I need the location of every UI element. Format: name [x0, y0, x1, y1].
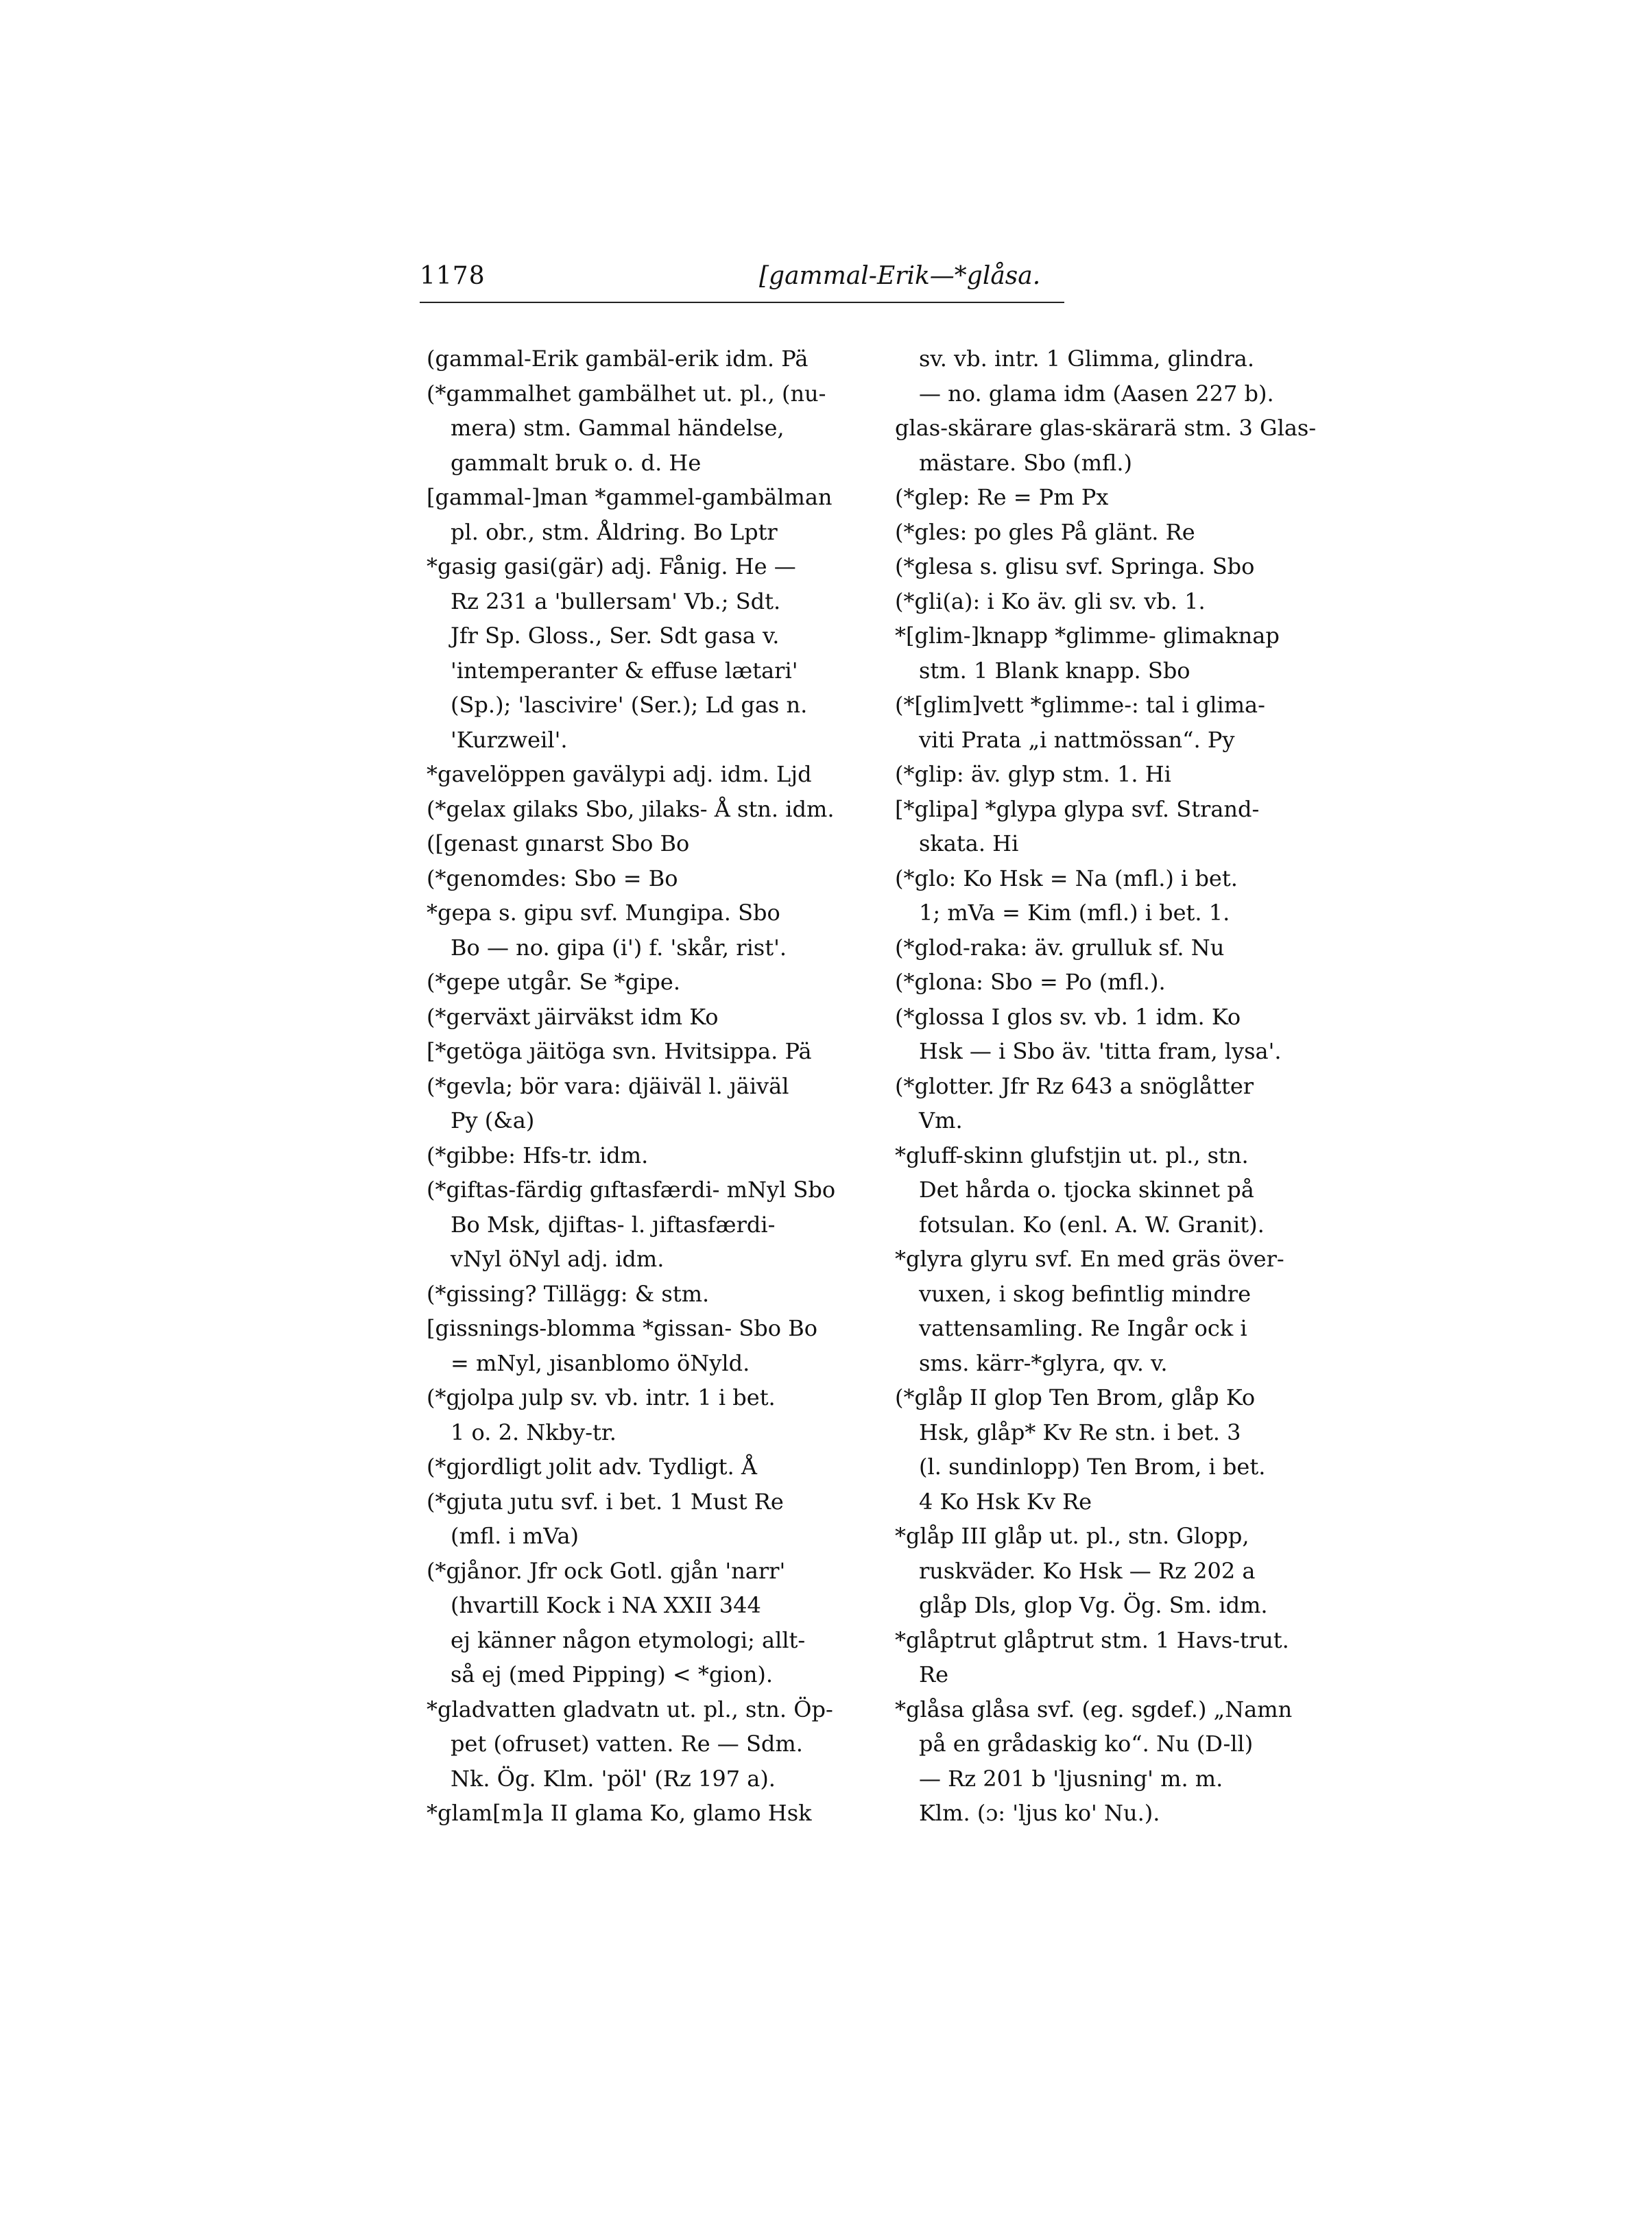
dictionary-line: (*gerväxt ȷäirväkst idm Ko: [427, 1003, 719, 1030]
dictionary-line: (l. sundinlopp) Ten Brom, i bet.: [919, 1454, 1266, 1480]
dictionary-line: ej känner någon etymologi; allt-: [451, 1626, 806, 1653]
dictionary-line: 4 Ko Hsk Kv Re: [919, 1488, 1092, 1515]
dictionary-line: Vm.: [919, 1107, 963, 1133]
dictionary-line: (*glip: äv. glyp stm. 1. Hi: [895, 761, 1171, 787]
dictionary-line: Klm. (ɔ: 'ljus ko' Nu.).: [919, 1800, 1160, 1826]
dictionary-line: vattensamling. Re Ingår ock i: [919, 1315, 1247, 1341]
dictionary-line: (*gevla; bör vara: djäiväl l. ȷäiväl: [427, 1072, 789, 1099]
dictionary-line: Re: [919, 1661, 949, 1687]
dictionary-line: pl. obr., stm. Åldring. Bo Lptr: [451, 518, 778, 545]
dictionary-line: — Rz 201 b 'ljusning' m. m.: [919, 1765, 1223, 1792]
page-number: 1178: [420, 262, 486, 290]
dictionary-line: (*gjånor. Jfr ock Gotl. gjån 'narr': [427, 1557, 786, 1584]
dictionary-line: Det hårda o. tjocka skinnet på: [919, 1177, 1254, 1203]
dictionary-line: 'intemperanter & effuse lætari': [451, 657, 798, 684]
dictionary-line: 'Kurzweil'.: [451, 726, 568, 753]
dictionary-line: *gluff-skinn glufstjin ut. pl., stn.: [895, 1142, 1249, 1168]
dictionary-line: (*gelax gilaks Sbo, ȷilaks- Å stn. idm.: [427, 795, 835, 822]
dictionary-line: (*glep: Re = Pm Px: [895, 484, 1109, 510]
dictionary-line: fotsulan. Ko (enl. A. W. Granit).: [919, 1211, 1265, 1238]
dictionary-line: så ej (med Pipping) < *gion).: [451, 1661, 774, 1687]
dictionary-line: ruskväder. Ko Hsk — Rz 202 a: [919, 1557, 1256, 1584]
dictionary-line: (*glåp II glop Ten Brom, glåp Ko: [895, 1384, 1256, 1410]
dictionary-line: [gissnings-blomma *gissan- Sbo Bo: [427, 1315, 817, 1341]
dictionary-line: (*glo: Ko Hsk = Na (mfl.) i bet.: [895, 865, 1238, 891]
dictionary-line: Nk. Ög. Klm. 'pöl' (Rz 197 a).: [451, 1765, 776, 1792]
dictionary-line: Rz 231 a 'bullersam' Vb.; Sdt.: [451, 588, 781, 614]
dictionary-line: *[glim-]knapp *glimme- glimaknap: [895, 623, 1280, 649]
dictionary-line: (*gammalhet gambälhet ut. pl., (nu-: [427, 380, 826, 407]
dictionary-line: (*gjuta ȷutu svf. i bet. 1 Must Re: [427, 1488, 784, 1515]
dictionary-line: [*getöga ȷäitöga svn. Hvitsippa. Pä: [427, 1038, 812, 1064]
page-header: [420, 262, 1064, 298]
dictionary-line: Hsk, glåp* Kv Re stn. i bet. 3: [919, 1419, 1241, 1445]
dictionary-line: (*gli(a): i Ko äv. gli sv. vb. 1.: [895, 588, 1206, 614]
dictionary-line: *glam[m]a II glama Ko, glamo Hsk: [427, 1800, 812, 1826]
dictionary-line: Jfr Sp. Gloss., Ser. Sdt gasa v.: [451, 623, 780, 649]
dictionary-line: Hsk — i Sbo äv. 'titta fram, lysa'.: [919, 1038, 1282, 1064]
dictionary-line: [*glipa] *glypa glypa svf. Strand-: [895, 795, 1260, 822]
dictionary-line: (*giftas-färdig gıftasfærdi- mNyl Sbo: [427, 1177, 836, 1203]
dictionary-line: på en grådaskig ko“. Nu (D-ll): [919, 1731, 1254, 1757]
dictionary-line: 1 o. 2. Nkby-tr.: [451, 1419, 616, 1445]
dictionary-line: glas-skärare glas-skärarä stm. 3 Glas-: [895, 415, 1317, 441]
dictionary-line: skata. Hi: [919, 830, 1019, 856]
dictionary-line: = mNyl, ȷisanblomo öNyld.: [451, 1349, 750, 1376]
dictionary-line: (hvartill Kock i NA XXII 344: [451, 1592, 761, 1618]
dictionary-line: — no. glama idm (Aasen 227 b).: [919, 380, 1274, 407]
dictionary-line: *glåp III glåp ut. pl., stn. Glopp,: [895, 1523, 1249, 1549]
dictionary-line: (*glod-raka: äv. grulluk sf. Nu: [895, 934, 1225, 961]
running-head: [gammal-Erik—*glåsa.: [759, 262, 1041, 290]
dictionary-line: stm. 1 Blank knapp. Sbo: [919, 657, 1190, 684]
dictionary-line: (gammal-Erik gambäl-erik idm. Pä: [427, 346, 809, 372]
dictionary-line: Bo Msk, djiftas- l. ȷiftasfærdi-: [451, 1211, 776, 1238]
dictionary-line: *gepa s. gipu svf. Mungipa. Sbo: [427, 900, 780, 926]
dictionary-line: viti Prata „i nattmössan“. Py: [919, 726, 1235, 753]
dictionary-line: *gavelöppen gavälypi adj. idm. Ljd: [427, 761, 812, 787]
dictionary-line: mera) stm. Gammal händelse,: [451, 415, 785, 441]
dictionary-line: sms. kärr-*glyra, qv. v.: [919, 1349, 1168, 1376]
dictionary-line: sv. vb. intr. 1 Glimma, glindra.: [919, 346, 1255, 372]
dictionary-line: (mfl. i mVa): [451, 1523, 579, 1549]
dictionary-line: [gammal-]man *gammel-gambälman: [427, 484, 833, 510]
dictionary-line: (*glona: Sbo = Po (mfl.).: [895, 969, 1166, 995]
dictionary-line: Bo — no. gipa (i') f. 'skår, rist'.: [451, 934, 787, 961]
dictionary-line: *gasig gasi(gär) adj. Fånig. He —: [427, 553, 796, 579]
dictionary-line: mästare. Sbo (mfl.): [919, 449, 1133, 476]
dictionary-line: *glåsa glåsa svf. (eg. sgdef.) „Namn: [895, 1696, 1293, 1722]
dictionary-line: (*genomdes: Sbo = Bo: [427, 865, 678, 891]
dictionary-line: vNyl öNyl adj. idm.: [451, 1246, 665, 1272]
dictionary-line: Py (&a): [451, 1107, 535, 1133]
dictionary-line: (*glesa s. glisu svf. Springa. Sbo: [895, 553, 1255, 579]
dictionary-line: (*gepe utgår. Se *gipe.: [427, 969, 680, 995]
dictionary-line: (*gissing? Tillägg: & stm.: [427, 1280, 710, 1307]
dictionary-line: (*gibbe: Hfs-tr. idm.: [427, 1142, 649, 1168]
dictionary-line: (*gles: po gles På glänt. Re: [895, 518, 1195, 545]
dictionary-line: *glåptrut glåptrut stm. 1 Havs-trut.: [895, 1626, 1289, 1653]
dictionary-line: glåp Dls, glop Vg. Ög. Sm. idm.: [919, 1592, 1268, 1618]
dictionary-line: ([genast gınarst Sbo Bo: [427, 830, 690, 856]
dictionary-line: *gladvatten gladvatn ut. pl., stn. Öp-: [427, 1696, 833, 1722]
header-rule: [420, 302, 1064, 303]
dictionary-line: (*glotter. Jfr Rz 643 a snöglåtter: [895, 1072, 1254, 1099]
dictionary-line: 1; mVa = Kim (mfl.) i bet. 1.: [919, 900, 1230, 926]
dictionary-line: (Sp.); 'lascivire' (Ser.); Ld gas n.: [451, 692, 808, 718]
dictionary-line: *glyra glyru svf. En med gräs över-: [895, 1246, 1284, 1272]
dictionary-line: pet (ofruset) vatten. Re — Sdm.: [451, 1731, 803, 1757]
dictionary-line: (*gjolpa ȷulp sv. vb. intr. 1 i bet.: [427, 1384, 776, 1410]
dictionary-line: gammalt bruk o. d. He: [451, 449, 702, 476]
dictionary-line: (*glossa I glos sv. vb. 1 idm. Ko: [895, 1003, 1241, 1030]
dictionary-line: (*[glim]vett *glimme-: tal i glima-: [895, 692, 1265, 718]
dictionary-line: (*gjordligt ȷolit adv. Tydligt. Å: [427, 1454, 757, 1480]
dictionary-line: vuxen, i skog befintlig mindre: [919, 1280, 1252, 1307]
